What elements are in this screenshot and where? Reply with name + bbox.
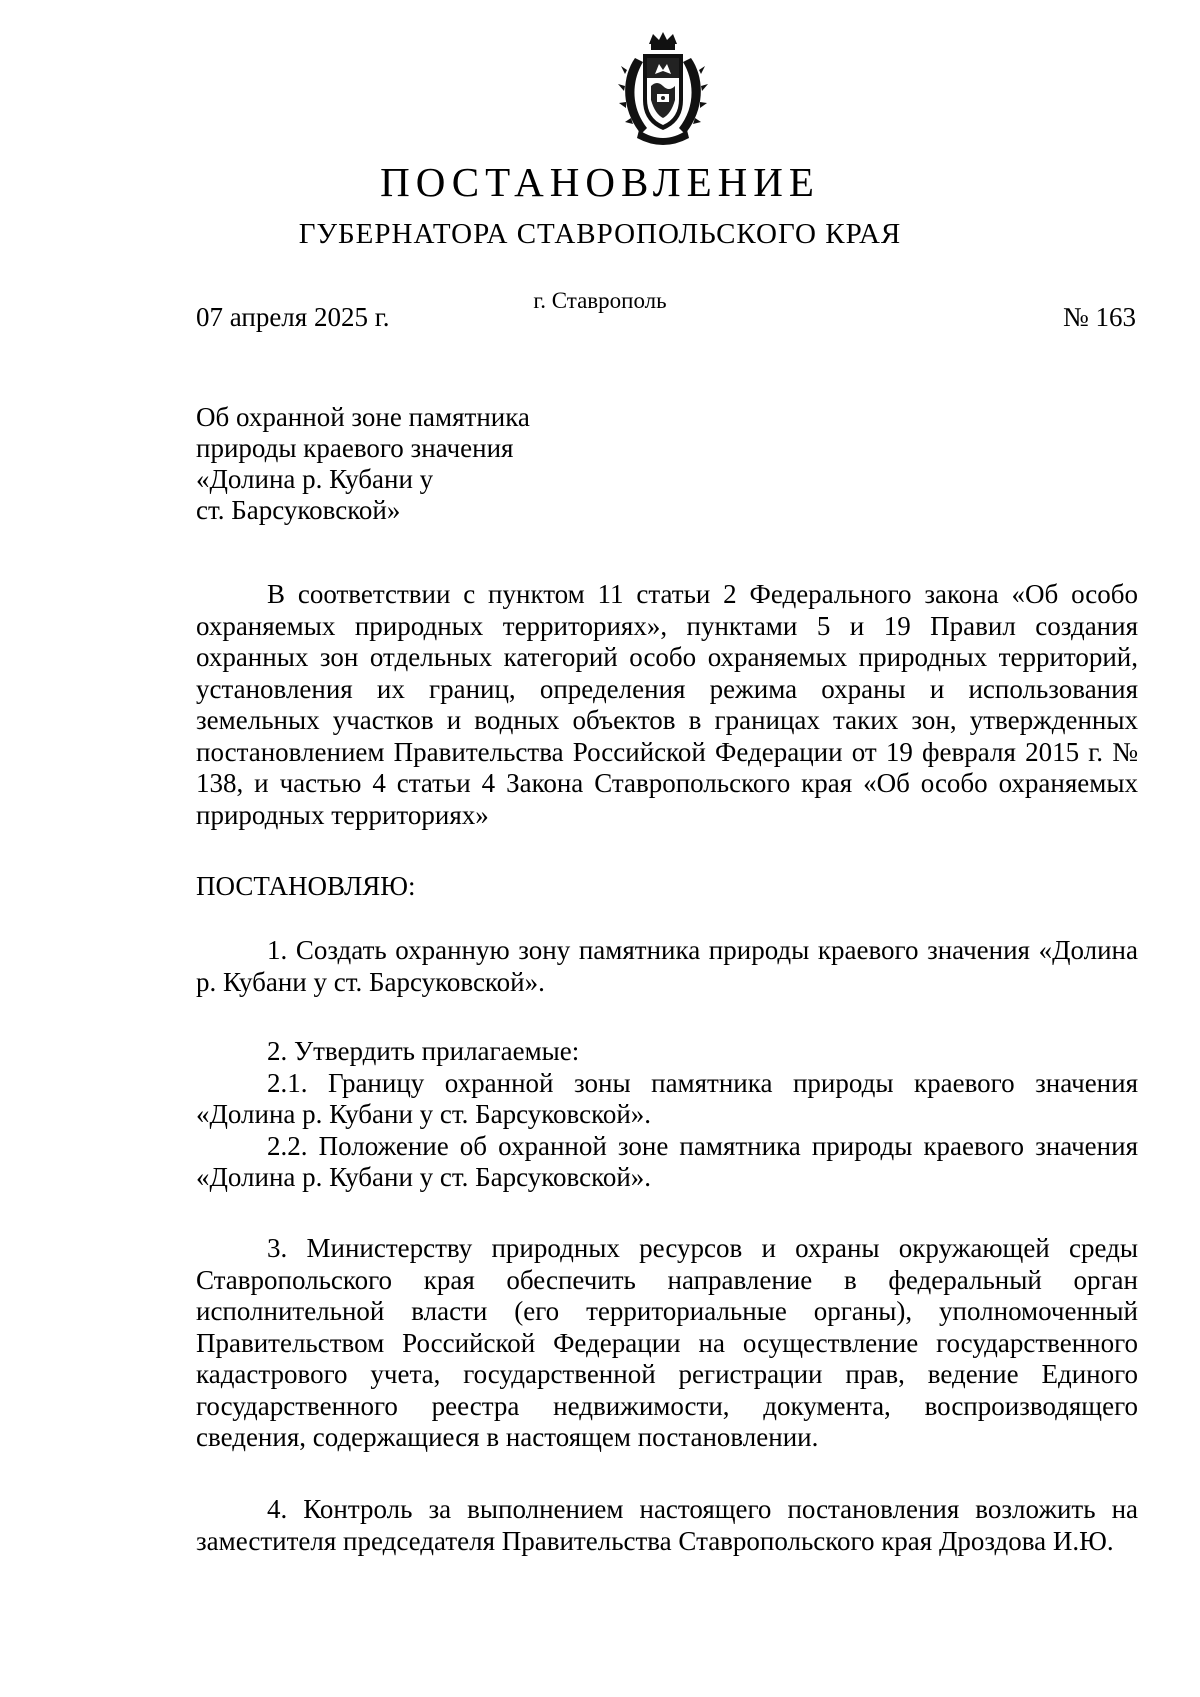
item-2-paragraph: 2. Утвердить прилагаемые: [267, 1036, 580, 1066]
item-2-block [196, 1036, 1138, 1194]
item-3-paragraph: 3. Министерству природных ресурсов и охраны окружающей среды Ставропольского края обеспечить направление в федеральный орган исполнительной власти (его территориальные органы), уполномоченный Правительством Российской Федерации на осуществление государственного кадастрового учета, государственной регистрации прав, ведение Единого государственного реестра недвижимости, документа, воспроизводящего сведения, содержащиеся в настоящем постановлении. [196, 1233, 1138, 1452]
decree-word: ПОСТАНОВЛЯЮ: [196, 871, 416, 901]
document-title: ПОСТАНОВЛЕНИЕ [380, 159, 820, 205]
document-city: г. Ставрополь [533, 288, 667, 313]
item-4-paragraph: 4. Контроль за выполнением настоящего постановления возложить на заместителя председателя Правительства Ставропольского края Дроздова И.Ю. [196, 1494, 1138, 1556]
document-date: 07 апреля 2025 г. [196, 302, 390, 332]
document-number: № 163 [1062, 302, 1136, 332]
preamble-paragraph: В соответствии с пунктом 11 статьи 2 Федерального закона «Об особо охраняемых природных территориях», пунктами 5 и 19 Правил создания охранных зон отдельных категорий особо охраняемых природных территорий, установления их границ, определения режима охраны и использования земельных участков и водных объектов в границах таких зон, утвержденных постановлением Правительства Российской Федерации от 19 февраля 2015 г. № 138, и частью 4 статьи 4 Закона Ставропольского края «Об особо охраняемых природных территориях» [196, 579, 1138, 830]
item-1-paragraph: 1. Создать охранную зону памятника природы краевого значения «Долина р. Кубани у ст. Барсуковской». [196, 935, 1138, 997]
preamble-block [196, 579, 1138, 831]
subject-line: ст. Барсуковской» [196, 495, 401, 525]
item-3-block [196, 1233, 1138, 1454]
subject-line: «Долина р. Кубани у [196, 464, 434, 494]
document-subject [196, 402, 616, 526]
document-subtitle: ГУБЕРНАТОРА СТАВРОПОЛЬСКОГО КРАЯ [298, 218, 902, 250]
stavropol-coat-of-arms-icon [615, 30, 711, 148]
subject-line: природы краевого значения [196, 433, 514, 463]
subject-line: Об охранной зоне памятника [196, 402, 530, 432]
item-4-block [196, 1494, 1138, 1557]
item-1-block [196, 935, 1138, 998]
item-2-2-paragraph: 2.2. Положение об охранной зоне памятника природы краевого значения «Долина р. Кубани у ст. Барсуковской». [196, 1130, 1138, 1192]
item-2-1-paragraph: 2.1. Границу охранной зоны памятника природы краевого значения «Долина р. Кубани у ст. Барсуковской». [196, 1067, 1138, 1129]
